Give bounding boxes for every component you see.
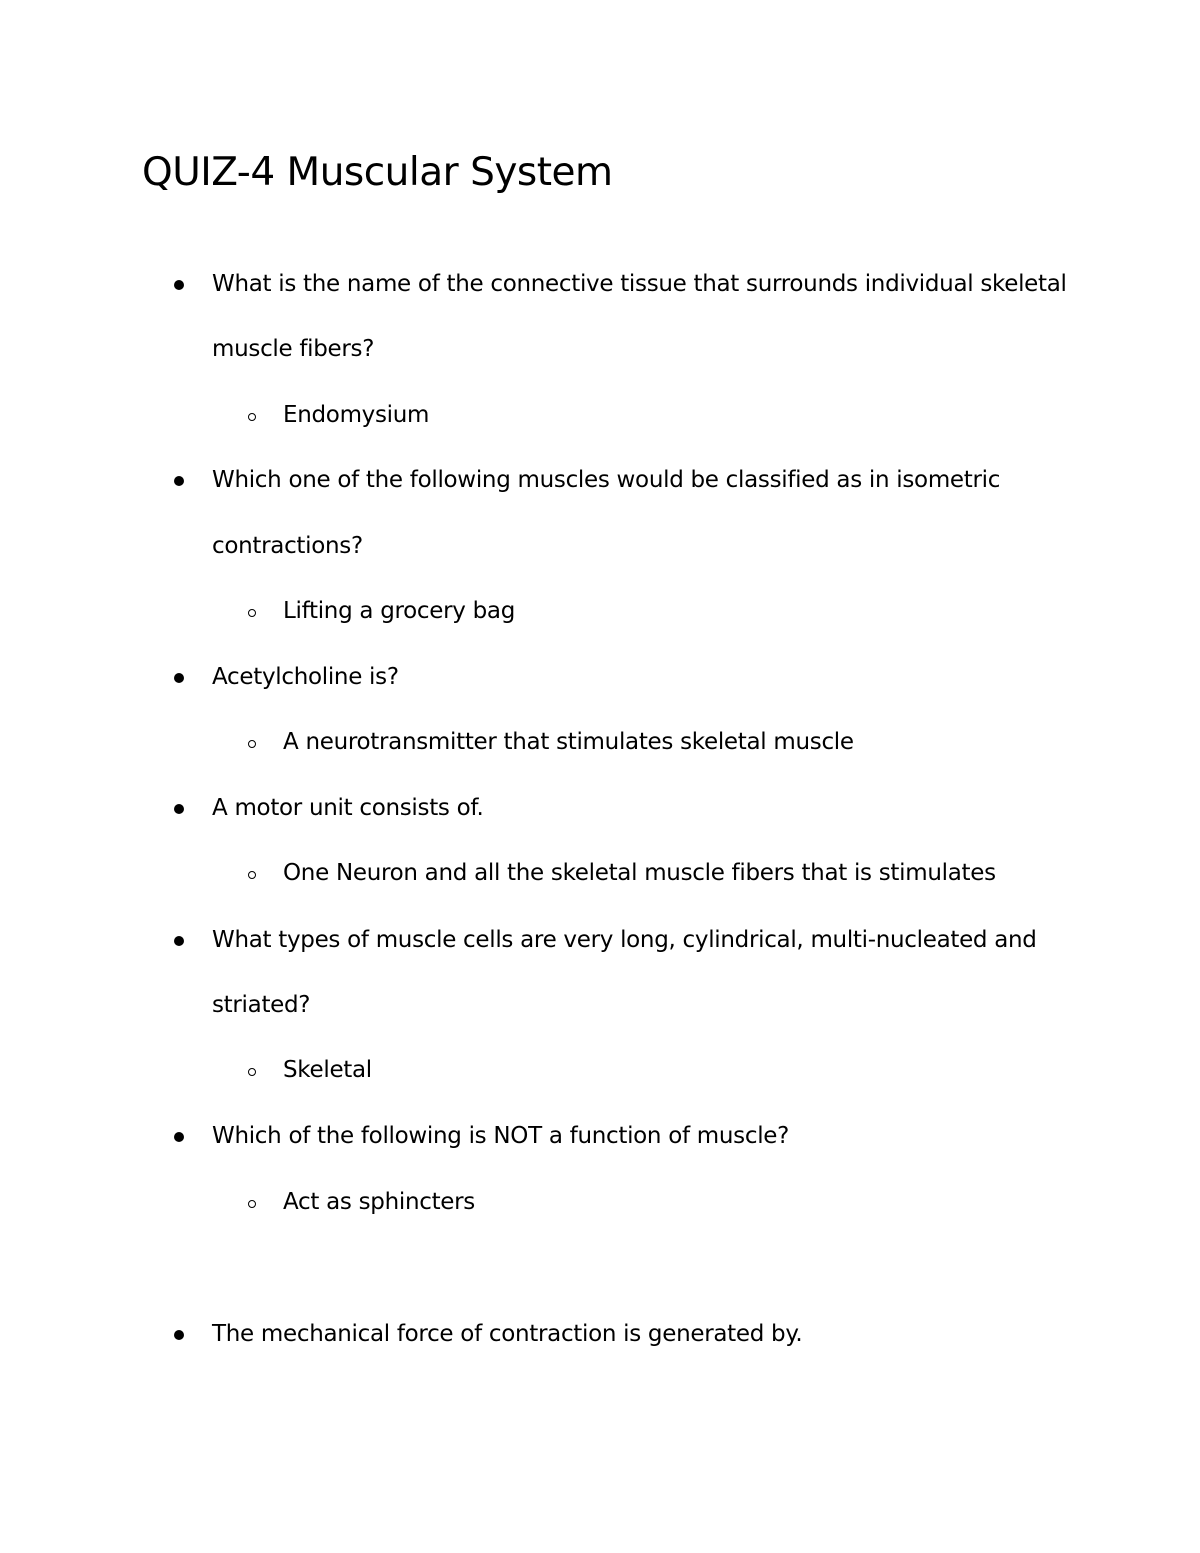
answer-circle-icon bbox=[248, 1068, 256, 1076]
answer-4: One Neuron and all the skeletal muscle fibers that is stimulates bbox=[283, 860, 996, 886]
answer-circle-icon bbox=[248, 740, 256, 748]
question-2-line-1: Which one of the following muscles would be classified as in isometric bbox=[212, 467, 1001, 493]
answer-circle-icon bbox=[248, 609, 256, 617]
page-title: QUIZ-4 Muscular System bbox=[142, 150, 613, 195]
answer-circle-icon bbox=[248, 1200, 256, 1208]
answer-5: Skeletal bbox=[283, 1057, 372, 1083]
answer-1: Endomysium bbox=[283, 402, 430, 428]
question-5-line-1: What types of muscle cells are very long, cylindrical, multi-nucleated and bbox=[212, 927, 1037, 953]
bullet-icon bbox=[174, 936, 184, 946]
answer-3: A neurotransmitter that stimulates skeletal muscle bbox=[283, 729, 854, 755]
question-2-line-2: contractions? bbox=[212, 533, 363, 559]
bullet-icon bbox=[174, 804, 184, 814]
bullet-icon bbox=[174, 673, 184, 683]
question-1-line-1: What is the name of the connective tissue that surrounds individual skeletal bbox=[212, 271, 1067, 297]
question-3-line-1: Acetylcholine is? bbox=[212, 664, 399, 690]
question-6-line-1: Which of the following is NOT a function of muscle? bbox=[212, 1123, 790, 1149]
question-7-line-1: The mechanical force of contraction is generated by. bbox=[212, 1321, 803, 1347]
question-5-line-2: striated? bbox=[212, 992, 311, 1018]
bullet-icon bbox=[174, 1330, 184, 1340]
answer-circle-icon bbox=[248, 871, 256, 879]
answer-circle-icon bbox=[248, 413, 256, 421]
answer-6: Act as sphincters bbox=[283, 1189, 475, 1215]
answer-2: Lifting a grocery bag bbox=[283, 598, 515, 624]
bullet-icon bbox=[174, 476, 184, 486]
bullet-icon bbox=[174, 1132, 184, 1142]
question-1-line-2: muscle fibers? bbox=[212, 336, 375, 362]
bullet-icon bbox=[174, 280, 184, 290]
question-4-line-1: A motor unit consists of. bbox=[212, 795, 484, 821]
